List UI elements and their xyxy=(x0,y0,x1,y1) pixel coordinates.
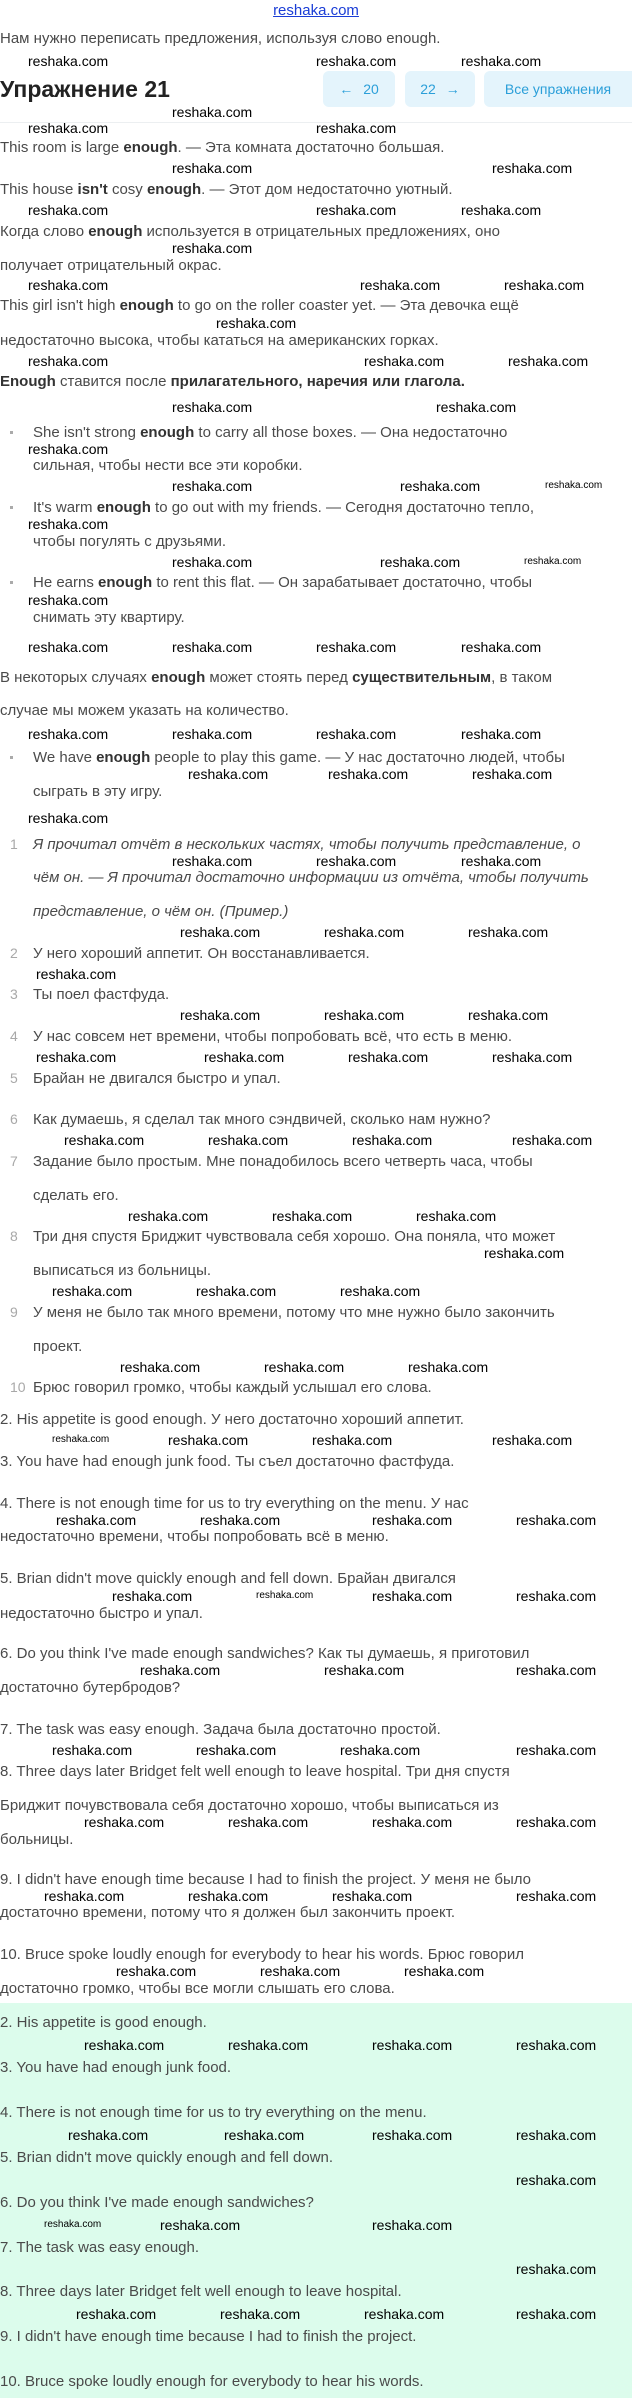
watermark: reshaka.com xyxy=(516,2306,597,2322)
watermark: reshaka.com xyxy=(408,1359,489,1375)
answer-line: 6. Do you think I've made enough sandwiches? xyxy=(0,2193,314,2211)
watermark: reshaka.com xyxy=(172,160,253,176)
watermark: reshaka.com xyxy=(36,1049,117,1065)
watermark: reshaka.com xyxy=(324,1007,405,1023)
bold-text: enough xyxy=(140,423,195,441)
watermark: reshaka.com xyxy=(516,2172,597,2188)
item-number: 5 xyxy=(10,1069,18,1086)
item-number: 8 xyxy=(10,1227,18,1244)
watermark: reshaka.com xyxy=(56,1512,137,1528)
next-exercise-button[interactable] xyxy=(405,71,475,107)
watermark: reshaka.com xyxy=(461,53,542,69)
text-segment: ставится после xyxy=(55,372,171,390)
watermark: reshaka.com xyxy=(416,1208,497,1224)
bold-text: enough xyxy=(119,296,174,314)
italic-text: представление, о чём он. (Пример.) xyxy=(33,902,289,920)
watermark: reshaka.com xyxy=(316,853,397,869)
watermark: reshaka.com xyxy=(224,2127,305,2143)
site-logo-link[interactable]: reshaka.com xyxy=(273,2,359,19)
watermark: reshaka.com xyxy=(52,1434,110,1445)
watermark: reshaka.com xyxy=(172,104,253,120)
watermark: reshaka.com xyxy=(28,353,109,369)
watermark: reshaka.com xyxy=(76,2306,157,2322)
watermark: reshaka.com xyxy=(120,1359,201,1375)
watermark: reshaka.com xyxy=(372,2037,453,2053)
watermark: reshaka.com xyxy=(84,2037,165,2053)
page-title: Упражнение 21 xyxy=(0,76,170,102)
watermark: reshaka.com xyxy=(84,1814,165,1830)
arrow-left-icon: ← xyxy=(339,81,354,97)
watermark: reshaka.com xyxy=(340,1283,421,1299)
watermark: reshaka.com xyxy=(172,726,253,742)
text-segment: She isn't strong xyxy=(33,423,141,441)
task-intro: Нам нужно переписать предложения, используя слово enough. xyxy=(0,30,441,47)
watermark: reshaka.com xyxy=(516,1742,597,1758)
watermark: reshaka.com xyxy=(64,1132,145,1148)
text-segment: 2. His appetite is good enough. У него достаточно хороший аппетит. xyxy=(0,1410,464,1428)
watermark: reshaka.com xyxy=(188,1888,269,1904)
watermark: reshaka.com xyxy=(461,853,542,869)
text-segment: 4. There is not enough time for us to try everything on the menu. У нас xyxy=(0,1494,469,1512)
watermark: reshaka.com xyxy=(332,1888,413,1904)
text-segment: выписаться из больницы. xyxy=(33,1261,212,1279)
text-segment: . — Этот дом недостаточно уютный. xyxy=(201,180,453,198)
text-segment: снимать эту квартиру. xyxy=(33,608,185,626)
item-number: 10 xyxy=(10,1378,26,1395)
watermark: reshaka.com xyxy=(52,1283,133,1299)
text-segment: проект. xyxy=(33,1337,83,1355)
text-segment: может стоять перед xyxy=(205,668,353,686)
watermark: reshaka.com xyxy=(516,2037,597,2053)
watermark: reshaka.com xyxy=(516,2127,597,2143)
watermark: reshaka.com xyxy=(316,202,397,218)
watermark: reshaka.com xyxy=(324,924,405,940)
text-segment: We have xyxy=(33,748,97,766)
watermark: reshaka.com xyxy=(312,1432,393,1448)
watermark: reshaka.com xyxy=(128,1208,209,1224)
watermark: reshaka.com xyxy=(316,53,397,69)
italic-text: Я прочитал отчёт в нескольких частях, чтобы получить представление, о xyxy=(33,835,581,853)
item-number: 9 xyxy=(10,1303,18,1320)
italic-text: чём он. — Я прочитал достаточно информации из отчёта, чтобы получить xyxy=(33,868,589,886)
watermark: reshaka.com xyxy=(172,853,253,869)
text-segment: 8. Three days later Bridget felt well enough to leave hospital. Три дня спустя xyxy=(0,1762,510,1780)
item-number: 7 xyxy=(10,1152,18,1169)
watermark: reshaka.com xyxy=(316,639,397,655)
watermark: reshaka.com xyxy=(204,1049,285,1065)
all-exercises-button[interactable] xyxy=(484,71,632,107)
text-segment: Три дня спустя Бриджит чувствовала себя хорошо. Она поняла, что может xyxy=(33,1227,556,1245)
watermark: reshaka.com xyxy=(524,556,582,567)
item-number: 2 xyxy=(10,944,18,961)
text-segment: to go out with my friends. — Сегодня достаточно тепло, xyxy=(150,498,534,516)
watermark: reshaka.com xyxy=(44,1888,125,1904)
watermark: reshaka.com xyxy=(28,277,109,293)
text-segment: He earns xyxy=(33,573,99,591)
watermark: reshaka.com xyxy=(28,592,109,608)
answer-line: 2. His appetite is good enough. xyxy=(0,2013,207,2031)
text-segment: to carry all those boxes. — Она недостаточно xyxy=(194,423,508,441)
watermark: reshaka.com xyxy=(545,480,603,491)
watermark: reshaka.com xyxy=(516,2261,597,2277)
answer-block xyxy=(0,2003,632,2398)
watermark: reshaka.com xyxy=(116,1963,197,1979)
watermark: reshaka.com xyxy=(508,353,589,369)
text-segment: This room is large xyxy=(0,138,124,156)
text-segment: У нас совсем нет времени, чтобы попробовать всё, что есть в меню. xyxy=(33,1027,513,1045)
watermark: reshaka.com xyxy=(328,766,409,782)
watermark: reshaka.com xyxy=(36,966,117,982)
watermark: reshaka.com xyxy=(168,1432,249,1448)
text-segment: сделать его. xyxy=(33,1186,119,1204)
watermark: reshaka.com xyxy=(512,1132,593,1148)
item-number: 4 xyxy=(10,1027,18,1044)
text-segment: 9. I didn't have enough time because I had to finish the project. У меня не было xyxy=(0,1870,531,1888)
bold-text: enough xyxy=(98,573,153,591)
bold-text: Enough xyxy=(0,372,56,390)
watermark: reshaka.com xyxy=(372,2127,453,2143)
watermark: reshaka.com xyxy=(364,353,445,369)
text-segment: У него хороший аппетит. Он восстанавливается. xyxy=(33,944,370,962)
text-segment: Брайан не двигался быстро и упал. xyxy=(33,1069,281,1087)
watermark: reshaka.com xyxy=(228,1814,309,1830)
all-exercises-label: Все упражнения xyxy=(504,81,612,97)
bold-text: enough xyxy=(123,138,178,156)
text-segment: . — Эта комната достаточно большая. xyxy=(177,138,445,156)
text-segment: недостаточно быстро и упал. xyxy=(0,1604,203,1622)
watermark: reshaka.com xyxy=(472,766,553,782)
watermark: reshaka.com xyxy=(461,639,542,655)
text-segment: В некоторых случаях xyxy=(0,668,152,686)
watermark: reshaka.com xyxy=(28,639,109,655)
watermark: reshaka.com xyxy=(372,2217,453,2233)
text-segment: Задание было простым. Мне понадобилось всего четверть часа, чтобы xyxy=(33,1152,533,1170)
watermark: reshaka.com xyxy=(380,554,461,570)
text-segment: Бриджит почувствовала себя достаточно хорошо, чтобы выписаться из xyxy=(0,1796,499,1814)
watermark: reshaka.com xyxy=(492,1049,573,1065)
text-segment: У меня не было так много времени, потому что мне нужно было закончить xyxy=(33,1303,555,1321)
bold-text: enough xyxy=(151,668,206,686)
text-segment: people to play this game. — У нас достаточно людей, чтобы xyxy=(150,748,565,766)
text-segment: Когда слово xyxy=(0,222,89,240)
text-segment: 5. Brian didn't move quickly enough and fell down. Брайан двигался xyxy=(0,1569,456,1587)
watermark: reshaka.com xyxy=(516,1588,597,1604)
answer-line: 4. There is not enough time for us to try everything on the menu. xyxy=(0,2103,427,2121)
text-segment: получает отрицательный окрас. xyxy=(0,256,222,274)
watermark: reshaka.com xyxy=(516,1512,597,1528)
watermark: reshaka.com xyxy=(172,240,253,256)
answer-line: 7. The task was easy enough. xyxy=(0,2238,200,2256)
watermark: reshaka.com xyxy=(220,2306,301,2322)
watermark: reshaka.com xyxy=(504,277,585,293)
watermark: reshaka.com xyxy=(28,516,109,532)
watermark: reshaka.com xyxy=(260,1963,341,1979)
text-segment: достаточно громко, чтобы все могли слышать его слова. xyxy=(0,1979,395,1997)
watermark: reshaka.com xyxy=(468,1007,549,1023)
watermark: reshaka.com xyxy=(400,478,481,494)
text-segment: достаточно времени, потому что я должен был закончить проект. xyxy=(0,1903,456,1921)
watermark: reshaka.com xyxy=(461,726,542,742)
watermark: reshaka.com xyxy=(140,1662,221,1678)
watermark: reshaka.com xyxy=(360,277,441,293)
bullet-icon xyxy=(10,506,13,509)
text-segment: недостаточно времени, чтобы попробовать всё в меню. xyxy=(0,1527,389,1545)
watermark: reshaka.com xyxy=(160,2217,241,2233)
watermark: reshaka.com xyxy=(228,2037,309,2053)
watermark: reshaka.com xyxy=(340,1742,421,1758)
bold-text: enough xyxy=(146,180,202,198)
watermark: reshaka.com xyxy=(316,120,397,136)
watermark: reshaka.com xyxy=(324,1662,405,1678)
answer-line: 10. Bruce spoke loudly enough for everybody to hear his words. xyxy=(0,2372,424,2390)
watermark: reshaka.com xyxy=(172,399,253,415)
text-segment: достаточно бутербродов? xyxy=(0,1678,181,1696)
watermark: reshaka.com xyxy=(468,924,549,940)
watermark: reshaka.com xyxy=(372,1814,453,1830)
bold-text: прилагательного, наречия или глагола. xyxy=(170,372,465,390)
bold-text: enough xyxy=(96,748,151,766)
watermark: reshaka.com xyxy=(372,1588,453,1604)
text-segment: , в таком xyxy=(491,668,553,686)
text-segment: больницы. xyxy=(0,1830,74,1848)
text-segment: чтобы погулять с друзьями. xyxy=(33,532,227,550)
answer-line: 5. Brian didn't move quickly enough and fell down. xyxy=(0,2148,334,2166)
bullet-icon xyxy=(10,431,13,434)
answer-line: 9. I didn't have enough time because I had to finish the project. xyxy=(0,2327,417,2345)
watermark: reshaka.com xyxy=(316,726,397,742)
watermark: reshaka.com xyxy=(28,53,109,69)
watermark: reshaka.com xyxy=(216,315,297,331)
bold-text: enough xyxy=(88,222,143,240)
text-segment: This house xyxy=(0,180,78,198)
watermark: reshaka.com xyxy=(208,1132,289,1148)
watermark: reshaka.com xyxy=(352,1132,433,1148)
text-segment: 3. You have had enough junk food. Ты съел достаточно фастфуда. xyxy=(0,1452,455,1470)
watermark: reshaka.com xyxy=(436,399,517,415)
answer-line: 8. Three days later Bridget felt well enough to leave hospital. xyxy=(0,2282,402,2300)
text-segment: This girl isn't high xyxy=(0,296,120,314)
text-segment: Как думаешь, я сделал так много сэндвичей, сколько нам нужно? xyxy=(33,1110,491,1128)
watermark: reshaka.com xyxy=(28,120,109,136)
text-segment: Ты поел фастфуда. xyxy=(33,985,170,1003)
watermark: reshaka.com xyxy=(28,726,109,742)
watermark: reshaka.com xyxy=(492,160,573,176)
next-exercise-label: 22 xyxy=(420,81,436,97)
text-segment: It's warm xyxy=(33,498,97,516)
watermark: reshaka.com xyxy=(28,810,109,826)
text-segment: to rent this flat. — Он зарабатывает достаточно, чтобы xyxy=(152,573,533,591)
bold-text: существительным xyxy=(352,668,492,686)
text-segment: недостаточно высока, чтобы кататься на американских горках. xyxy=(0,331,439,349)
watermark: reshaka.com xyxy=(200,1512,281,1528)
prev-exercise-button[interactable] xyxy=(323,71,395,107)
bullet-icon xyxy=(10,581,13,584)
text-segment: сильная, чтобы нести все эти коробки. xyxy=(33,456,303,474)
prev-exercise-label: 20 xyxy=(363,81,379,97)
watermark: reshaka.com xyxy=(196,1283,277,1299)
text-segment: 6. Do you think I've made enough sandwiches? Как ты думаешь, я приготовил xyxy=(0,1644,530,1662)
watermark: reshaka.com xyxy=(348,1049,429,1065)
watermark: reshaka.com xyxy=(172,639,253,655)
text-segment: используется в отрицательных предложениях, оно xyxy=(142,222,500,240)
watermark: reshaka.com xyxy=(264,1359,345,1375)
answer-line: 3. You have had enough junk food. xyxy=(0,2058,232,2076)
watermark: reshaka.com xyxy=(68,2127,149,2143)
watermark: reshaka.com xyxy=(196,1742,277,1758)
watermark: reshaka.com xyxy=(516,1814,597,1830)
watermark: reshaka.com xyxy=(52,1742,133,1758)
watermark: reshaka.com xyxy=(372,1512,453,1528)
watermark: reshaka.com xyxy=(188,766,269,782)
watermark: reshaka.com xyxy=(364,2306,445,2322)
watermark: reshaka.com xyxy=(112,1588,193,1604)
watermark: reshaka.com xyxy=(172,478,253,494)
item-number: 1 xyxy=(10,835,18,852)
text-segment: 10. Bruce spoke loudly enough for everybody to hear his words. Брюс говорил xyxy=(0,1945,524,1963)
item-number: 3 xyxy=(10,985,18,1002)
watermark: reshaka.com xyxy=(272,1208,353,1224)
watermark: reshaka.com xyxy=(180,1007,261,1023)
watermark: reshaka.com xyxy=(404,1963,485,1979)
bullet-icon xyxy=(10,756,13,759)
watermark: reshaka.com xyxy=(492,1432,573,1448)
watermark: reshaka.com xyxy=(256,1590,314,1601)
watermark: reshaka.com xyxy=(180,924,261,940)
watermark: reshaka.com xyxy=(28,202,109,218)
bold-text: isn't xyxy=(77,180,108,198)
text-segment: to go on the roller coaster yet. — Эта девочка ещё xyxy=(173,296,519,314)
watermark: reshaka.com xyxy=(516,1888,597,1904)
bold-text: enough xyxy=(96,498,151,516)
watermark: reshaka.com xyxy=(172,554,253,570)
text-segment: сыграть в эту игру. xyxy=(33,782,163,800)
text-segment: cosy xyxy=(107,180,147,198)
watermark: reshaka.com xyxy=(516,1662,597,1678)
arrow-right-icon: → xyxy=(445,81,460,97)
watermark: reshaka.com xyxy=(484,1245,565,1261)
text-segment: 7. The task was easy enough. Задача была достаточно простой. xyxy=(0,1720,441,1738)
text-segment: Брюс говорил громко, чтобы каждый услышал его слова. xyxy=(33,1378,432,1396)
watermark: reshaka.com xyxy=(44,2219,102,2230)
watermark: reshaka.com xyxy=(461,202,542,218)
watermark: reshaka.com xyxy=(28,441,109,457)
text-segment: случае мы можем указать на количество. xyxy=(0,701,289,719)
item-number: 6 xyxy=(10,1110,18,1127)
